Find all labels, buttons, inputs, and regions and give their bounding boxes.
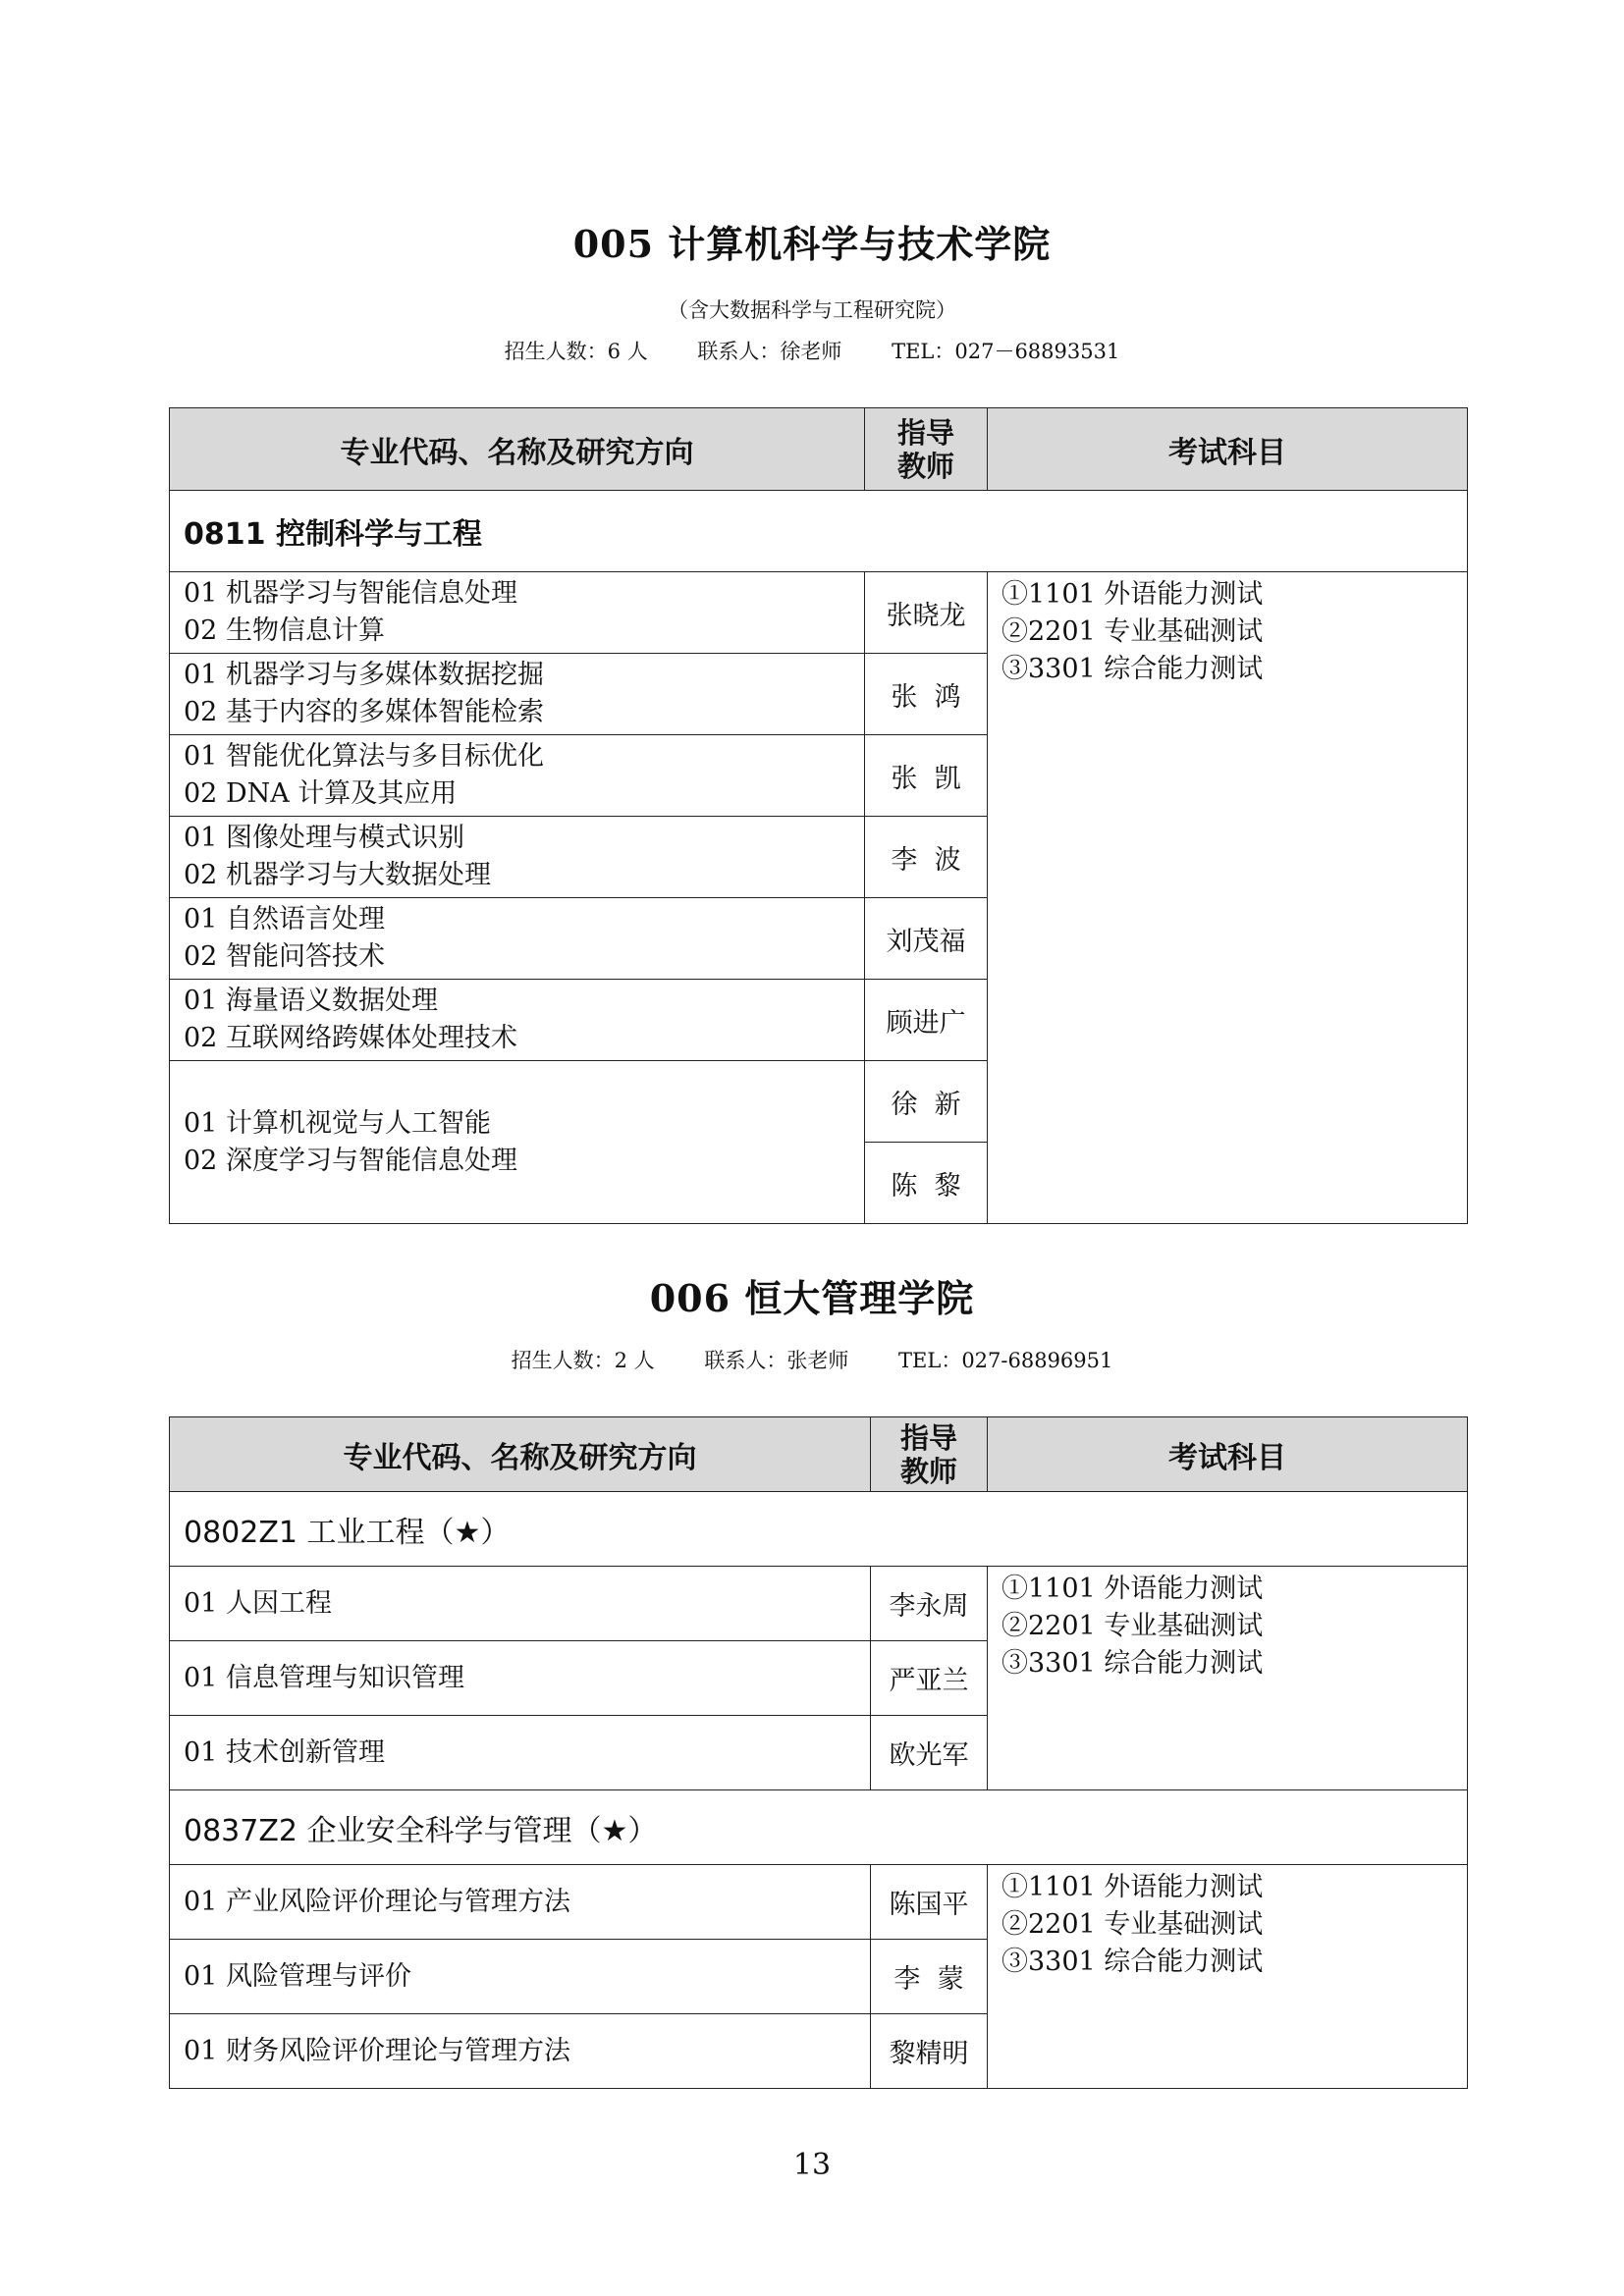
table-row bbox=[170, 572, 1468, 654]
research-directions: 01 海量语义数据处理 02 互联网络跨媒体处理技术 bbox=[170, 980, 865, 1061]
exam-subjects: ①1101 外语能力测试 ②2201 专业基础测试 ③3301 综合能力测试 bbox=[988, 572, 1468, 1224]
program-table-005 bbox=[169, 407, 1468, 1224]
table-row bbox=[170, 1865, 1468, 1940]
major-row bbox=[170, 1492, 1468, 1567]
major-name: 0802Z1 工业工程（★） bbox=[170, 1492, 1468, 1567]
teacher-name: 陈 黎 bbox=[865, 1143, 988, 1224]
teacher-name: 黎精明 bbox=[871, 2014, 988, 2089]
teacher-name: 徐 新 bbox=[865, 1061, 988, 1143]
contact-person: 联系人：徐老师 bbox=[697, 340, 842, 363]
major-name: 0837Z2 企业安全科学与管理（★） bbox=[170, 1790, 1468, 1865]
section-title-005: 005 计算机科学与技术学院 bbox=[572, 222, 1052, 266]
research-directions: 01 图像处理与模式识别 02 机器学习与大数据处理 bbox=[170, 817, 865, 898]
enroll-count: 招生人数：2 人 bbox=[511, 1349, 655, 1372]
program-table-006 bbox=[169, 1416, 1468, 2089]
research-direction: 01 技术创新管理 bbox=[170, 1716, 871, 1790]
teacher-name: 陈国平 bbox=[871, 1865, 988, 1940]
research-direction: 01 风险管理与评价 bbox=[170, 1940, 871, 2014]
research-direction: 01 信息管理与知识管理 bbox=[170, 1641, 871, 1716]
major-name: 0811 控制科学与工程 bbox=[170, 491, 1468, 572]
header-teacher: 指导 教师 bbox=[871, 1417, 988, 1492]
teacher-name: 张 凯 bbox=[865, 735, 988, 817]
teacher-name: 张晓龙 bbox=[865, 572, 988, 654]
research-directions: 01 智能优化算法与多目标优化 02 DNA 计算及其应用 bbox=[170, 735, 865, 817]
section-title-006: 006 恒大管理学院 bbox=[649, 1276, 975, 1320]
header-exam: 考试科目 bbox=[988, 1417, 1468, 1492]
research-direction: 01 产业风险评价理论与管理方法 bbox=[170, 1865, 871, 1940]
header-teacher: 指导 教师 bbox=[865, 408, 988, 491]
contact-tel: TEL：027－68893531 bbox=[892, 340, 1120, 363]
exam-subjects: ①1101 外语能力测试 ②2201 专业基础测试 ③3301 综合能力测试 bbox=[988, 1865, 1468, 2089]
exam-subjects: ①1101 外语能力测试 ②2201 专业基础测试 ③3301 综合能力测试 bbox=[988, 1567, 1468, 1790]
teacher-name: 严亚兰 bbox=[871, 1641, 988, 1716]
section-subtitle-005: （含大数据科学与工程研究院） bbox=[668, 298, 956, 322]
page-number: 13 bbox=[792, 2148, 832, 2182]
major-row bbox=[170, 1790, 1468, 1865]
research-directions: 01 计算机视觉与人工智能 02 深度学习与智能信息处理 bbox=[170, 1061, 865, 1224]
section-info-006 bbox=[0, 1345, 1624, 1374]
research-directions: 01 机器学习与多媒体数据挖掘 02 基于内容的多媒体智能检索 bbox=[170, 654, 865, 735]
teacher-name: 刘茂福 bbox=[865, 898, 988, 980]
table-header-row bbox=[170, 1417, 1468, 1492]
teacher-name: 欧光军 bbox=[871, 1716, 988, 1790]
major-row bbox=[170, 491, 1468, 572]
teacher-name: 李 蒙 bbox=[871, 1940, 988, 2014]
teacher-name: 李 波 bbox=[865, 817, 988, 898]
teacher-name: 李永周 bbox=[871, 1567, 988, 1641]
research-direction: 01 财务风险评价理论与管理方法 bbox=[170, 2014, 871, 2089]
enroll-count: 招生人数：6 人 bbox=[504, 340, 648, 363]
contact-tel: TEL：027-68896951 bbox=[898, 1349, 1113, 1372]
section-info-005 bbox=[0, 336, 1624, 365]
header-major: 专业代码、名称及研究方向 bbox=[170, 1417, 871, 1492]
header-major: 专业代码、名称及研究方向 bbox=[170, 408, 865, 491]
teacher-name: 顾进广 bbox=[865, 980, 988, 1061]
contact-person: 联系人：张老师 bbox=[704, 1349, 849, 1372]
research-directions: 01 自然语言处理 02 智能问答技术 bbox=[170, 898, 865, 980]
header-exam: 考试科目 bbox=[988, 408, 1468, 491]
research-direction: 01 人因工程 bbox=[170, 1567, 871, 1641]
teacher-name: 张 鸿 bbox=[865, 654, 988, 735]
table-header-row bbox=[170, 408, 1468, 491]
research-directions: 01 机器学习与智能信息处理 02 生物信息计算 bbox=[170, 572, 865, 654]
table-row bbox=[170, 1567, 1468, 1641]
